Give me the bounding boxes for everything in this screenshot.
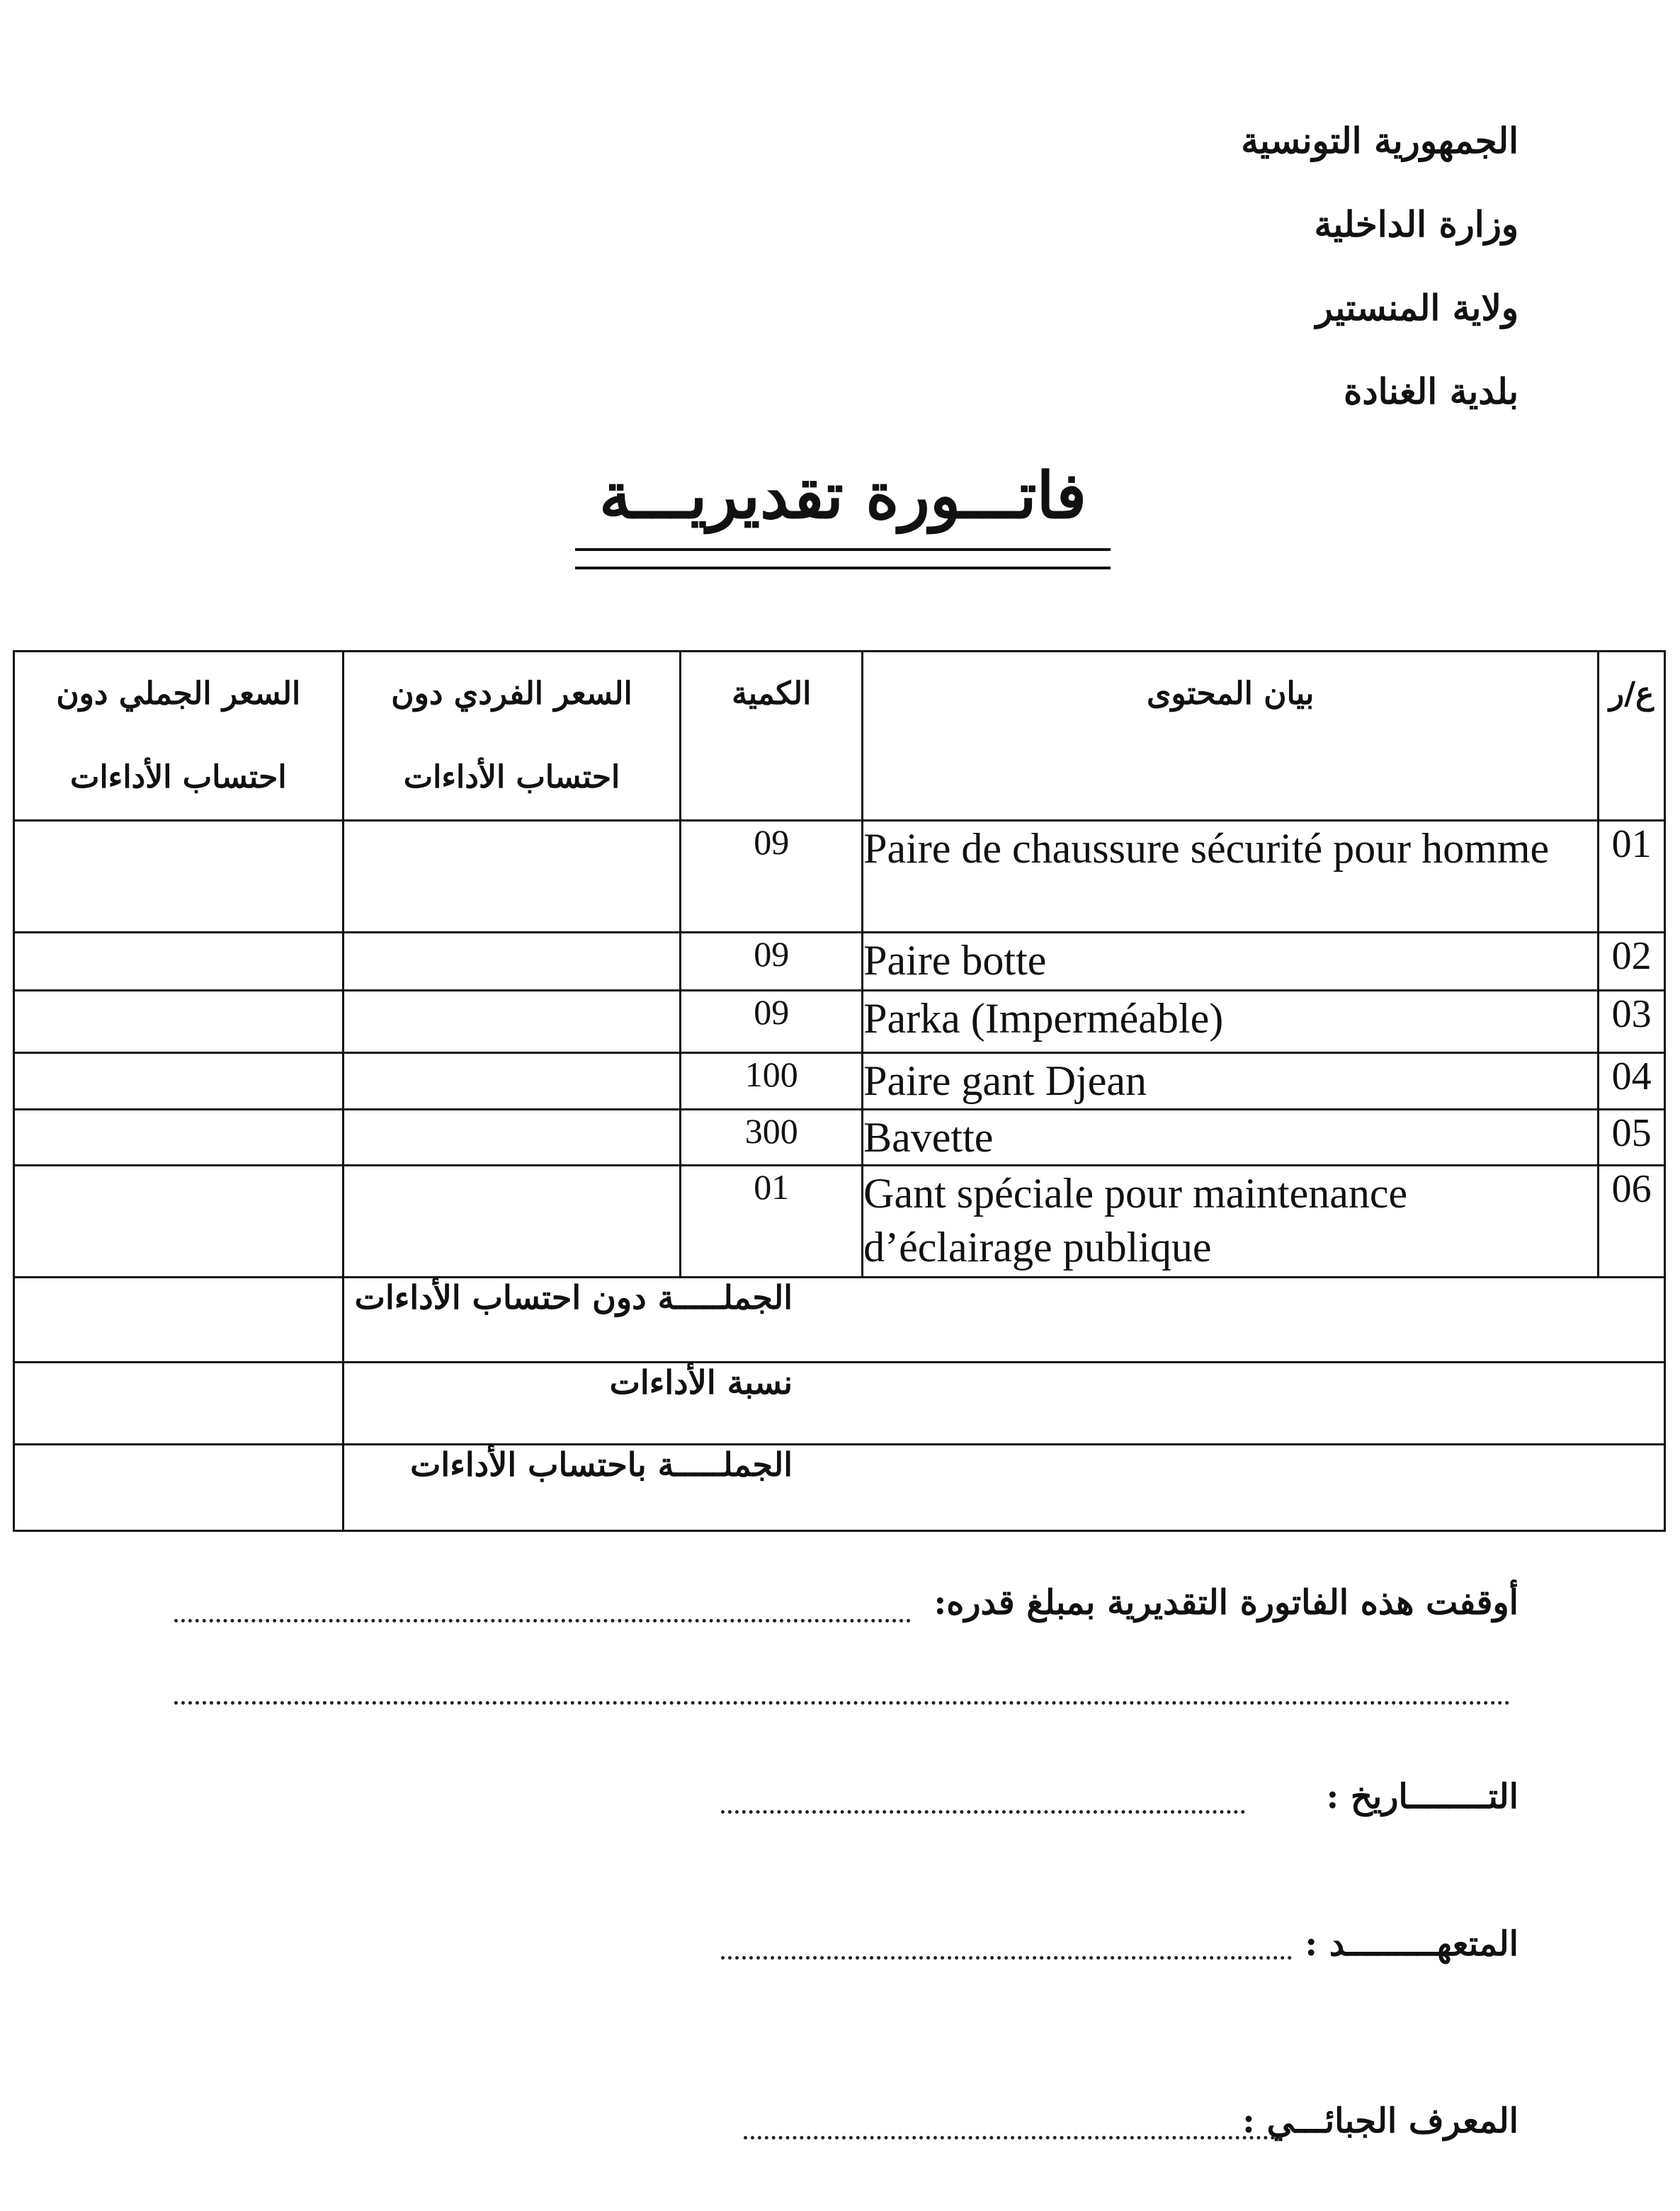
tax-id-fill-line [744, 2136, 1282, 2139]
tax-id-label: المعرف الجبائـــي : [1242, 2101, 1519, 2141]
amount-fill-line-1 [174, 1619, 911, 1622]
row-unit-price [343, 1110, 681, 1166]
table-header-row [14, 652, 1665, 821]
amount-fill-line-2 [174, 1701, 1510, 1705]
table-row [14, 991, 1665, 1053]
header-unit-price: السعر الفردي دون احتساب الأداءات [343, 652, 681, 821]
row-description: Paire de chaussure sécurité pour homme [863, 821, 1599, 933]
header-total-price: السعر الجملي دون احتساب الأداءات [14, 652, 344, 821]
header-description: بيان المحتوى [863, 652, 1599, 821]
row-description: Paire botte [863, 933, 1599, 991]
header-governorate: ولاية المنستير [1315, 287, 1519, 329]
row-quantity: 09 [681, 821, 863, 933]
table-row [14, 933, 1665, 991]
row-no: 05 [1599, 1110, 1665, 1166]
row-total-price [14, 933, 344, 991]
subtotal-row [14, 1278, 1665, 1363]
supplier-label: المتعهـــــــــد : [1305, 1924, 1519, 1964]
invoice-table [13, 650, 1666, 1532]
row-no: 04 [1599, 1053, 1665, 1110]
table-row [14, 821, 1665, 933]
row-total-price [14, 1110, 344, 1166]
title-underline-1 [575, 548, 1111, 551]
row-total-price [14, 991, 344, 1053]
grand-total-label: الجملـــــة باحتساب الأداءات [343, 1445, 1664, 1531]
row-unit-price [343, 821, 681, 933]
header-quantity: الكمية [681, 652, 863, 821]
row-no: 06 [1599, 1166, 1665, 1278]
row-unit-price [343, 1166, 681, 1278]
tax-rate-label: نسبة الأداءات [343, 1363, 1664, 1445]
issuer-header [1241, 99, 1519, 433]
row-no: 02 [1599, 933, 1665, 991]
table-row [14, 1053, 1665, 1110]
row-description: Paire gant Djean [863, 1053, 1599, 1110]
header-no: ع/ر [1599, 652, 1665, 821]
row-quantity: 09 [681, 933, 863, 991]
supplier-fill-line [721, 1956, 1292, 1960]
row-no: 01 [1599, 821, 1665, 933]
row-quantity: 300 [681, 1110, 863, 1166]
row-unit-price [343, 991, 681, 1053]
table-row [14, 1110, 1665, 1166]
header-republic: الجمهورية التونسية [1241, 120, 1519, 161]
table-row [14, 1166, 1665, 1278]
row-unit-price [343, 933, 681, 991]
grand-total-value [14, 1445, 344, 1531]
row-description: Gant spéciale pour maintenance d’éclairage publique [863, 1166, 1599, 1278]
row-description: Bavette [863, 1110, 1599, 1166]
row-quantity: 100 [681, 1053, 863, 1110]
row-no: 03 [1599, 991, 1665, 1053]
header-municipality: بلدية الغنادة [1344, 370, 1519, 412]
subtotal-label: الجملـــــة دون احتساب الأداءات [343, 1278, 1664, 1363]
document-title: فاتـــورة تقديريـــة [599, 458, 1086, 533]
tax-rate-value [14, 1363, 344, 1445]
date-fill-line [721, 1810, 1245, 1814]
subtotal-value [14, 1278, 344, 1363]
row-description: Parka (Imperméable) [863, 991, 1599, 1053]
row-total-price [14, 821, 344, 933]
row-unit-price [343, 1053, 681, 1110]
row-total-price [14, 1053, 344, 1110]
date-label: التــــــــاريخ : [1326, 1777, 1519, 1817]
grand-total-row [14, 1445, 1665, 1531]
header-ministry: وزارة الداخلية [1314, 203, 1519, 245]
title-underline-2 [575, 567, 1111, 569]
row-quantity: 09 [681, 991, 863, 1053]
row-total-price [14, 1166, 344, 1278]
row-quantity: 01 [681, 1166, 863, 1278]
tax-rate-row [14, 1363, 1665, 1445]
amount-label: أوقفت هذه الفاتورة التقديرية بمبلغ قدره: [933, 1583, 1519, 1622]
